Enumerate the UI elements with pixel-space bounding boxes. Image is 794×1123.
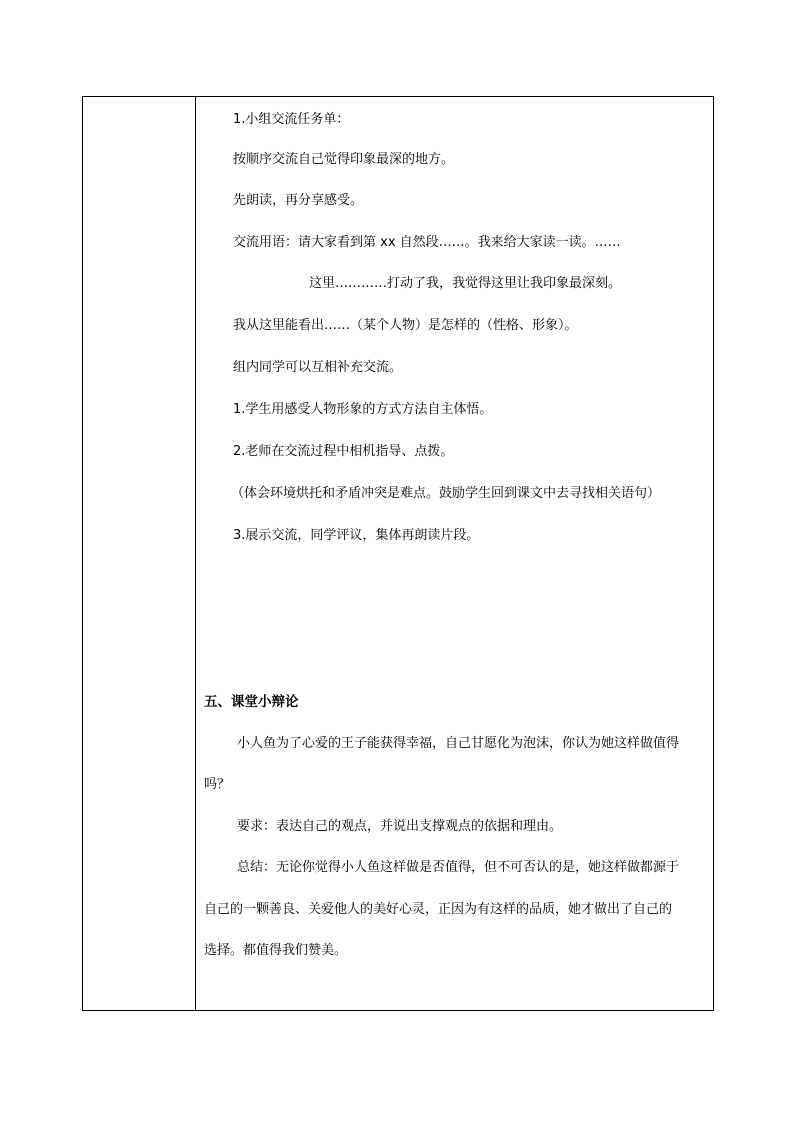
task-title: 1.小组交流任务单： <box>233 112 350 127</box>
task-line-3: 交流用语：请大家看到第 xx 自然段……。我来给大家读一读。…… <box>233 235 621 250</box>
summary-line-3: 选择。都值得我们赞美。 <box>204 943 348 958</box>
task-line-4: 这里…………打动了我，我觉得这里让我印象最深刻。 <box>309 276 622 291</box>
task-line-5: 我从这里能看出……（某个人物）是怎样的（性格、形象）。 <box>233 318 578 333</box>
task-line-6: 组内同学可以互相补充交流。 <box>233 360 403 375</box>
step-2: 2.老师在交流过程中相机指导、点拨。 <box>233 444 454 459</box>
debate-question-line-2: 吗？ <box>204 777 231 792</box>
task-line-1: 按顺序交流自己觉得印象最深的地方。 <box>233 152 455 167</box>
summary-line-1: 总结：无论你觉得小人鱼这样做是否值得，但不可否认的是，她这样做都源于 <box>237 860 680 875</box>
step-3: 3.展示交流，同学评议，集体再朗读片段。 <box>233 528 480 543</box>
step-1: 1.学生用感受人物形象的方式方法自主体悟。 <box>233 402 493 417</box>
debate-question-line-1: 小人鱼为了心爱的王子能获得幸福，自己甘愿化为泡沫，你认为她这样做值得 <box>237 736 680 751</box>
difficulty-note: （体会环境烘托和矛盾冲突是难点。鼓励学生回到课文中去寻找相关语句） <box>231 486 661 501</box>
task-line-2: 先朗读，再分享感受。 <box>233 193 364 208</box>
section-heading: 五、课堂小辩论 <box>204 694 299 710</box>
content-cell <box>196 97 713 1010</box>
summary-line-2: 自己的一颗善良、关爱他人的美好心灵，正因为有这样的品质，她才做出了自己的 <box>204 902 673 917</box>
debate-requirement: 要求：表达自己的观点，并说出支撑观点的依据和理由。 <box>237 819 563 834</box>
lesson-table <box>82 96 714 1011</box>
